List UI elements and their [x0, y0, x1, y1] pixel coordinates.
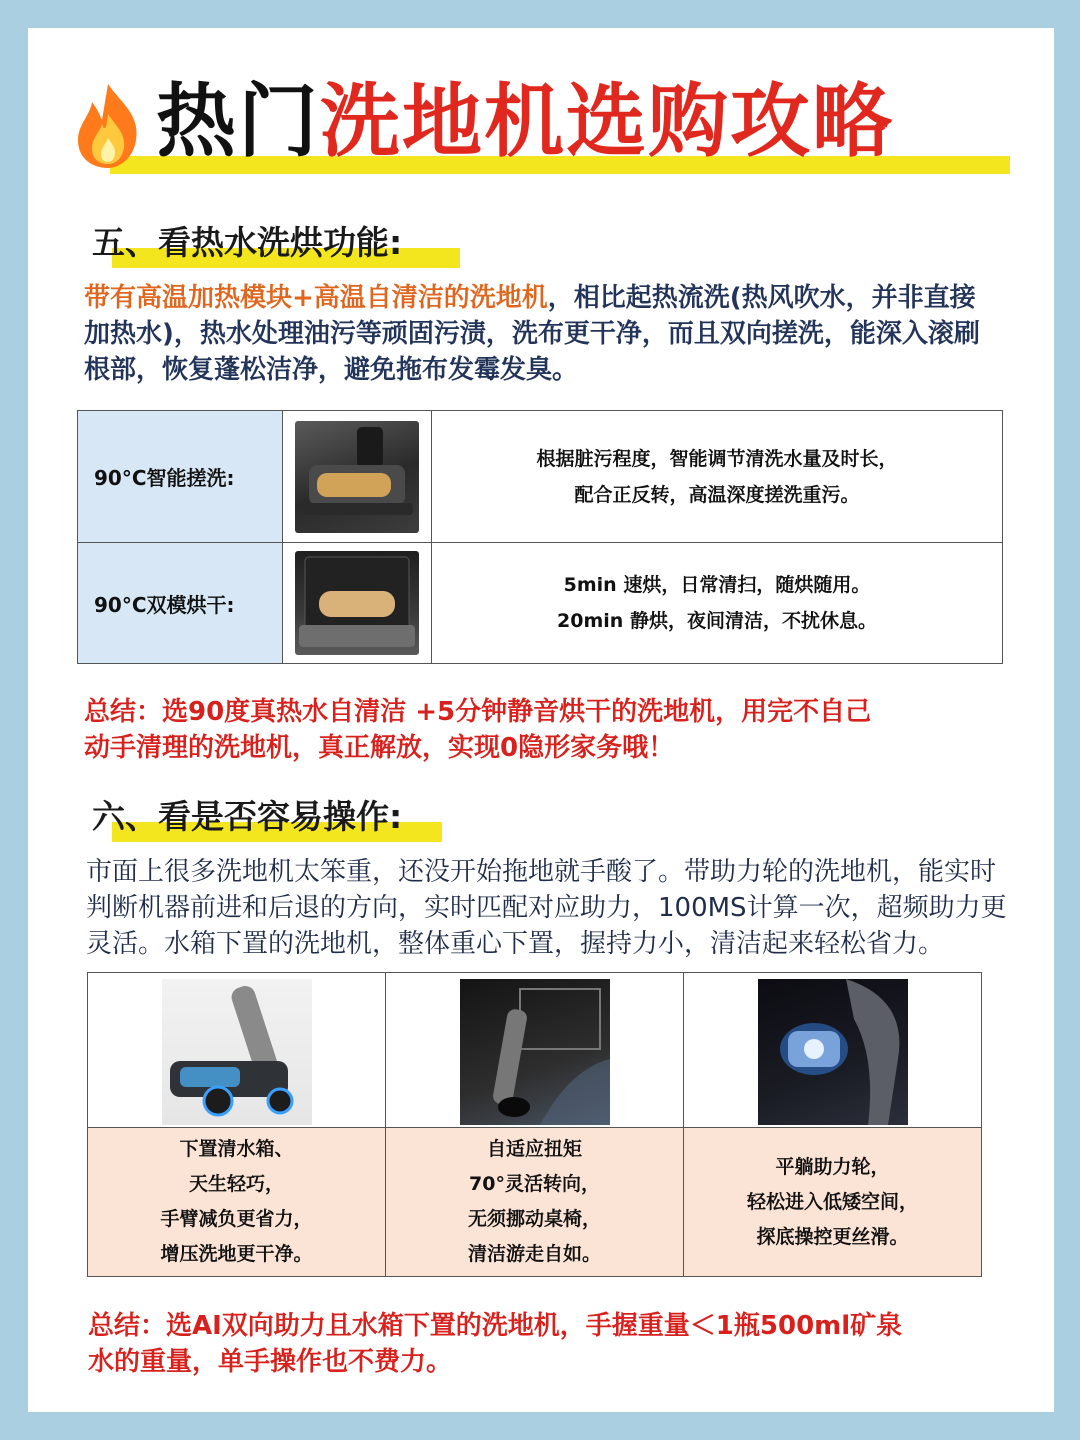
description-line: 根据脏污程度，智能调节清洗水量及时长， [536, 447, 898, 470]
feature-image-cell [283, 411, 432, 543]
product-image-cell [684, 973, 982, 1128]
section5-heading [92, 218, 472, 272]
table-row [78, 411, 1003, 543]
section6-title: 六、看是否容易操作: [92, 797, 403, 836]
cell-line: 探底操控更丝滑。 [756, 1225, 909, 1248]
feature-text-cell [684, 1128, 982, 1277]
feature-label: 90°C智能搓洗: [78, 411, 283, 543]
description-line: 20min 静烘，夜间清洁，不扰休息。 [557, 610, 877, 632]
product-image-cell [88, 973, 386, 1128]
feature-description [432, 411, 1003, 543]
summary-line: 水的重量，单手操作也不费力。 [88, 1347, 453, 1377]
feature-image-cell [283, 543, 432, 664]
operation-feature-table [87, 972, 982, 1277]
feature-label: 90°C双模烘干: [78, 543, 283, 664]
cell-line: 70°灵活转向， [469, 1173, 600, 1195]
cell-line: 清洁游走自如。 [467, 1243, 601, 1265]
cell-line: 无须挪动桌椅， [467, 1208, 601, 1230]
hot-water-feature-table [77, 410, 1003, 664]
title-part2: 洗地机选购攻略 [320, 75, 894, 168]
summary-line: 动手清理的洗地机，真正解放，实现0隐形家务哦！ [84, 733, 675, 763]
cell-line: 增压洗地更干净。 [160, 1243, 313, 1265]
cell-line: 手臂减负更省力， [160, 1208, 313, 1230]
summary-line: 总结：选90度真热水自清洁 +5分钟静音烘干的洗地机，用完不自己 [84, 697, 872, 727]
flexible-steering-image [460, 979, 610, 1125]
section5-highlight-text: 带有高温加热模块+高温自清洁的洗地机 [84, 283, 548, 313]
feature-text-cell [386, 1128, 684, 1277]
section5-title: 五、看热水洗烘功能: [92, 223, 403, 262]
feature-text-cell [88, 1128, 386, 1277]
title-part1: 热门 [156, 75, 320, 168]
cell-line: 自适应扭矩 [486, 1138, 582, 1160]
feature-description [432, 543, 1003, 664]
title-block [70, 60, 970, 190]
section6-summary [88, 1308, 1000, 1380]
section5-summary [84, 694, 996, 766]
rolling-brush-washing-image [295, 421, 419, 533]
power-assist-motor-image [758, 979, 908, 1125]
section6-paragraph: 市面上很多洗地机太笨重，还没开始拖地就手酸了。带助力轮的洗地机，能实时判断机器前进和后退的方向，实时匹配对应助力，100MS计算一次，超频助力更灵活。水箱下置的洗地机，整体重心下置，握持力小，清洁起来轻松省力。 [86, 857, 1007, 959]
image-row [88, 973, 982, 1128]
cell-line: 平躺助力轮， [775, 1155, 890, 1178]
section5-body-text: ，相比起热流洗(热风吹水，并非直接加热水)，热水处理油污等顽固污渍，洗布更干净，而且双向搓洗，能深入滚刷根部，恢复蓬松洁净，避免拖布发霉发臭。 [84, 283, 980, 385]
cell-line: 天生轻巧， [188, 1173, 284, 1195]
cell-line: 下置清水箱、 [179, 1138, 294, 1160]
cell-line: 轻松进入低矮空间， [746, 1190, 918, 1213]
description-line: 5min 速烘，日常清扫，随烘随用。 [563, 574, 871, 596]
section6-heading [92, 792, 472, 846]
text-row [88, 1128, 982, 1277]
summary-line: 总结：选AI双向助力且水箱下置的洗地机，手握重量＜1瓶500ml矿泉 [88, 1311, 903, 1341]
drying-base-image [295, 551, 419, 655]
fire-icon [70, 80, 146, 170]
water-tank-floor-washer-image [162, 979, 312, 1125]
page-title [156, 72, 894, 172]
table-row [78, 543, 1003, 664]
section5-paragraph [84, 280, 996, 388]
description-line: 配合正反转，高温深度搓洗重污。 [574, 483, 860, 506]
product-image-cell [386, 973, 684, 1128]
